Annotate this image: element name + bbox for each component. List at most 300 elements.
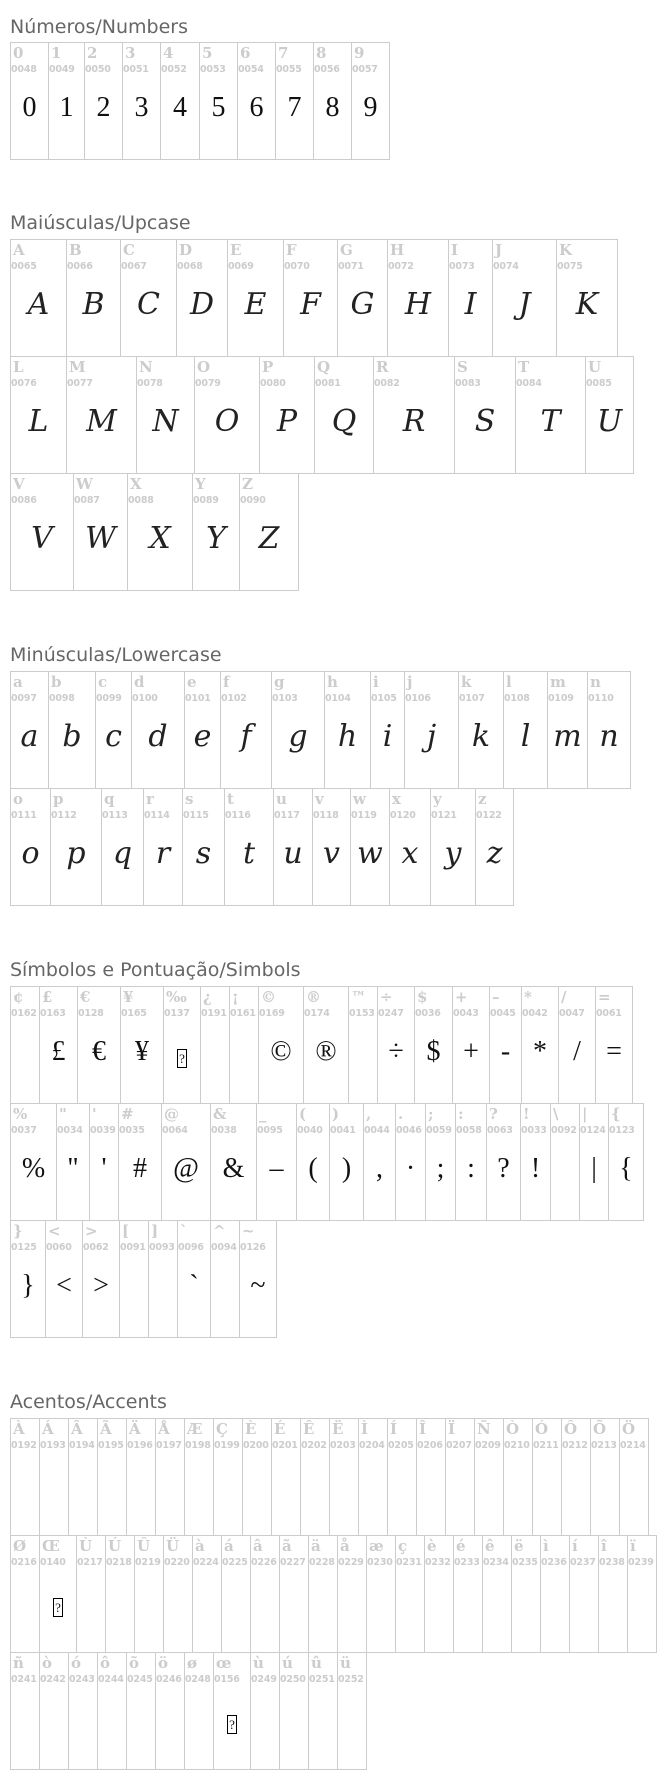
glyph-sample: < <box>56 1270 72 1301</box>
glyph-code: 0195 <box>98 1440 124 1451</box>
glyph-code: 0229 <box>338 1557 364 1568</box>
glyph-code: 0054 <box>238 64 264 75</box>
glyph-label: ~ <box>242 1222 255 1240</box>
glyph-code: 0238 <box>599 1557 625 1568</box>
glyph-label: ò <box>42 1654 53 1672</box>
glyph-cell <box>120 986 163 1104</box>
glyph-sample: f <box>240 719 252 754</box>
glyph-cell <box>120 239 176 357</box>
glyph-label: C <box>123 241 135 259</box>
glyph-sample: b <box>62 719 82 754</box>
glyph-label: } <box>13 1222 23 1240</box>
glyph-label: ù <box>253 1654 264 1672</box>
glyph-code: 0246 <box>156 1674 182 1685</box>
glyph-code: 0197 <box>156 1440 182 1451</box>
glyph-code: 0048 <box>11 64 37 75</box>
glyph-cell <box>105 1535 134 1653</box>
glyph-cell <box>250 1535 279 1653</box>
glyph-code: 0216 <box>11 1557 37 1568</box>
glyph-code: 0105 <box>371 693 397 704</box>
glyph-code: 0204 <box>359 1440 385 1451</box>
glyph-cell <box>387 1418 416 1536</box>
glyph-sample: m <box>553 719 582 754</box>
glyph-sample: g <box>288 719 308 754</box>
glyph-sample: - <box>500 1036 511 1067</box>
glyph-sample: 4 <box>173 92 187 123</box>
glyph-sample: Q <box>331 404 357 439</box>
glyph-label: 4 <box>163 44 174 62</box>
glyph-label: ® <box>306 988 321 1006</box>
glyph-code: 0112 <box>51 810 77 821</box>
glyph-label: ã <box>282 1537 292 1555</box>
glyph-code: 0055 <box>276 64 302 75</box>
glyph-code: 0244 <box>98 1674 124 1685</box>
glyph-cell <box>373 356 454 474</box>
glyph-cell <box>155 1652 184 1770</box>
glyph-label: # <box>121 1105 134 1123</box>
glyph-cell <box>308 1652 337 1770</box>
glyph-sample: T <box>540 404 561 439</box>
glyph-label: " <box>59 1105 67 1123</box>
glyph-cell <box>448 239 492 357</box>
glyph-label: W <box>76 475 93 493</box>
glyph-code: 0196 <box>127 1440 153 1451</box>
glyph-cell <box>119 1220 148 1338</box>
glyph-code: 0250 <box>280 1674 306 1685</box>
glyph-code: 0247 <box>378 1008 404 1019</box>
glyph-code: 0245 <box>127 1674 153 1685</box>
glyph-cell <box>45 1220 82 1338</box>
glyph-label: o <box>13 790 24 808</box>
glyph-label: g <box>274 673 285 691</box>
glyph-sample: i <box>382 719 393 754</box>
glyph-label: ` <box>180 1222 188 1240</box>
glyph-cell <box>454 356 515 474</box>
glyph-label: j <box>407 673 413 691</box>
glyph-cell <box>258 986 303 1104</box>
glyph-label: / <box>561 988 567 1006</box>
glyph-label: m <box>550 673 566 691</box>
glyph-label: & <box>213 1105 227 1123</box>
glyph-sample: 2 <box>96 92 111 123</box>
glyph-code: 0077 <box>67 378 93 389</box>
glyph-cell <box>303 986 348 1104</box>
glyph-cell <box>279 1535 308 1653</box>
glyph-code: 0075 <box>557 261 583 272</box>
glyph-sample: U <box>596 404 623 439</box>
glyph-label: 0 <box>13 44 24 62</box>
glyph-cell <box>126 1418 155 1536</box>
glyph-code: 0095 <box>257 1125 283 1136</box>
glyph-code: 0219 <box>135 1557 161 1568</box>
glyph-cell <box>452 986 489 1104</box>
glyph-code: 0114 <box>144 810 170 821</box>
glyph-code: 0038 <box>211 1125 237 1136</box>
glyph-cell <box>95 671 131 789</box>
glyph-cell <box>296 1103 329 1221</box>
glyph-label: 9 <box>354 44 365 62</box>
glyph-label: U <box>588 358 602 376</box>
glyph-cell <box>627 1535 657 1653</box>
glyph-code: 0193 <box>40 1440 66 1451</box>
glyph-sample: ) <box>341 1153 352 1184</box>
glyph-label: ñ <box>13 1654 24 1672</box>
section-title-symbols: Símbolos e Pontuação/Simbols <box>10 958 301 981</box>
glyph-label: ¢ <box>13 988 24 1006</box>
glyph-cell <box>160 42 199 160</box>
glyph-cell <box>511 1535 540 1653</box>
glyph-code: 0034 <box>57 1125 83 1136</box>
glyph-cell <box>416 1418 445 1536</box>
glyph-code: 0033 <box>521 1125 547 1136</box>
glyph-cell <box>77 986 120 1104</box>
glyph-sample: ÷ <box>388 1036 404 1067</box>
glyph-code: 0078 <box>137 378 163 389</box>
glyph-cell <box>314 356 373 474</box>
glyph-label: r <box>146 790 154 808</box>
glyph-cell <box>395 1535 424 1653</box>
glyph-label: å <box>340 1537 350 1555</box>
glyph-sample: N <box>152 404 179 439</box>
glyph-sample: Z <box>258 521 280 556</box>
glyph-code: 0119 <box>351 810 377 821</box>
glyph-sample: ; <box>436 1153 445 1184</box>
glyph-code: 0037 <box>11 1125 37 1136</box>
glyph-code: 0092 <box>551 1125 577 1136</box>
glyph-code: 0073 <box>449 261 475 272</box>
glyph-sample: v <box>323 836 340 871</box>
glyph-label: ! <box>523 1105 530 1123</box>
glyph-label: Ñ <box>477 1420 491 1438</box>
glyph-sample: ~ <box>250 1270 266 1301</box>
glyph-label: ¿ <box>203 988 212 1006</box>
glyph-cell <box>177 1220 210 1338</box>
glyph-label: é <box>456 1537 466 1555</box>
glyph-label: ( <box>299 1105 307 1123</box>
glyph-code: 0207 <box>446 1440 472 1451</box>
glyph-label: A <box>13 241 25 259</box>
glyph-code: 0125 <box>11 1242 37 1253</box>
glyph-label: + <box>455 988 468 1006</box>
glyph-code: 0090 <box>240 495 266 506</box>
glyph-label: £ <box>42 988 53 1006</box>
glyph-code: 0232 <box>425 1557 451 1568</box>
glyph-code: 0169 <box>259 1008 285 1019</box>
glyph-sample: ! <box>530 1153 541 1184</box>
glyph-code: 0059 <box>426 1125 452 1136</box>
glyph-code: 0192 <box>11 1440 37 1451</box>
glyph-label: õ <box>129 1654 140 1672</box>
glyph-sample: ? <box>497 1153 510 1184</box>
glyph-cell <box>182 788 224 906</box>
glyph-code: 0201 <box>272 1440 298 1451</box>
glyph-label: € <box>80 988 91 1006</box>
glyph-cell <box>279 1652 308 1770</box>
glyph-cell <box>89 1103 118 1221</box>
glyph-label: = <box>598 988 611 1006</box>
glyph-sample: : <box>467 1153 475 1184</box>
glyph-cell <box>134 1535 163 1653</box>
glyph-code: 0233 <box>454 1557 480 1568</box>
glyph-code: 0068 <box>177 261 203 272</box>
glyph-label: O <box>197 358 211 376</box>
glyph-code: 0086 <box>11 495 37 506</box>
glyph-label: í <box>572 1537 578 1555</box>
glyph-cell <box>387 239 448 357</box>
glyph-label: ô <box>100 1654 111 1672</box>
glyph-cell <box>532 1418 561 1536</box>
glyph-code: 0206 <box>417 1440 443 1451</box>
glyph-cell <box>148 1220 177 1338</box>
glyph-cell <box>84 42 122 160</box>
glyph-label: Ï <box>448 1420 456 1438</box>
glyph-sample: { <box>619 1153 633 1184</box>
glyph-code: 0252 <box>338 1674 364 1685</box>
glyph-label: ™ <box>351 988 366 1006</box>
glyph-code: 0052 <box>161 64 187 75</box>
glyph-label: Ç <box>216 1420 228 1438</box>
glyph-cell <box>10 1220 45 1338</box>
glyph-label: . <box>398 1105 404 1123</box>
glyph-cell <box>97 1652 126 1770</box>
glyph-cell <box>366 1535 395 1653</box>
glyph-code: 0081 <box>315 378 341 389</box>
glyph-cell <box>118 1103 161 1221</box>
glyph-cell <box>377 986 414 1104</box>
glyph-label: z <box>478 790 487 808</box>
glyph-label: N <box>139 358 153 376</box>
glyph-cell <box>68 1418 97 1536</box>
glyph-code: 0042 <box>522 1008 548 1019</box>
glyph-cell <box>192 1535 221 1653</box>
glyph-sample: t <box>242 836 256 871</box>
glyph-sample: x <box>401 836 419 871</box>
glyph-code: 0084 <box>516 378 542 389</box>
glyph-cell <box>227 239 283 357</box>
glyph-cell <box>10 42 48 160</box>
glyph-code: 0072 <box>388 261 414 272</box>
glyph-label: ë <box>514 1537 524 1555</box>
glyph-code: 0089 <box>193 495 219 506</box>
glyph-code: 0239 <box>628 1557 654 1568</box>
glyph-label: 6 <box>240 44 251 62</box>
glyph-cell <box>184 1652 213 1770</box>
glyph-code: 0067 <box>121 261 147 272</box>
glyph-label: @ <box>164 1105 179 1123</box>
glyph-code: 0106 <box>405 693 431 704</box>
glyph-sample: F <box>300 287 321 322</box>
glyph-code: 0230 <box>367 1557 393 1568</box>
glyph-code: 0237 <box>570 1557 596 1568</box>
glyph-label: Ä <box>129 1420 141 1438</box>
glyph-code: 0126 <box>240 1242 266 1253</box>
glyph-code: 0211 <box>533 1440 559 1451</box>
glyph-sample: Y <box>206 521 226 556</box>
glyph-sample: s <box>195 836 212 871</box>
glyph-cell <box>608 1103 644 1221</box>
glyph-cell <box>515 356 585 474</box>
glyph-cell <box>453 1535 482 1653</box>
glyph-sample: > <box>93 1270 109 1301</box>
glyph-cell <box>521 986 558 1104</box>
glyph-sample: } <box>21 1270 35 1301</box>
glyph-label: * <box>524 988 532 1006</box>
glyph-code: 0107 <box>459 693 485 704</box>
glyph-label: J <box>495 241 503 259</box>
glyph-label: a <box>13 673 23 691</box>
glyph-code: 0191 <box>201 1008 227 1019</box>
glyph-sample: * <box>533 1036 547 1067</box>
glyph-sample: p <box>66 836 86 871</box>
glyph-sample: / <box>573 1036 581 1067</box>
glyph-code: 0209 <box>475 1440 501 1451</box>
glyph-cell <box>56 1103 89 1221</box>
glyph-cell <box>82 1220 119 1338</box>
glyph-code: 0111 <box>11 810 37 821</box>
glyph-sample: q <box>112 836 133 871</box>
glyph-cell <box>313 42 351 160</box>
glyph-cell <box>10 473 73 591</box>
glyph-label: p <box>53 790 64 808</box>
glyph-label: < <box>48 1222 61 1240</box>
glyph-label: à <box>195 1537 205 1555</box>
glyph-code: 0083 <box>455 378 481 389</box>
glyph-label: i <box>373 673 379 691</box>
glyph-sample: 5 <box>211 92 226 123</box>
glyph-sample: O <box>214 404 240 439</box>
glyph-code: 0051 <box>123 64 149 75</box>
glyph-code: 0060 <box>46 1242 72 1253</box>
glyph-label: ¥ <box>123 988 134 1006</box>
glyph-cell <box>271 1418 300 1536</box>
glyph-code: 0128 <box>78 1008 104 1019</box>
glyph-cell <box>126 1652 155 1770</box>
glyph-code: 0121 <box>431 810 457 821</box>
glyph-cell <box>337 1535 366 1653</box>
glyph-code: 0097 <box>11 693 37 704</box>
glyph-sample: L <box>28 404 49 439</box>
glyph-code: 0049 <box>49 64 75 75</box>
glyph-code: 0076 <box>11 378 37 389</box>
glyph-label: k <box>461 673 472 691</box>
glyph-code: 0057 <box>352 64 378 75</box>
glyph-cell <box>259 356 314 474</box>
glyph-sample: y <box>444 836 462 871</box>
glyph-sample: J <box>518 287 531 322</box>
glyph-code: 0108 <box>504 693 530 704</box>
glyph-label: H <box>390 241 405 259</box>
glyph-label: Ê <box>303 1420 315 1438</box>
glyph-label: ì <box>543 1537 549 1555</box>
glyph-sample: 3 <box>134 92 149 123</box>
glyph-label: % <box>13 1105 28 1123</box>
glyph-sample: r <box>155 836 171 871</box>
glyph-cell <box>10 671 48 789</box>
glyph-cell <box>351 42 390 160</box>
glyph-label: Å <box>158 1420 170 1438</box>
section-title-lowercase: Minúsculas/Lowercase <box>10 643 222 666</box>
glyph-code: 0162 <box>11 1008 37 1019</box>
glyph-cell <box>558 986 595 1104</box>
glyph-label: q <box>104 790 115 808</box>
glyph-cell <box>10 1418 39 1536</box>
glyph-code: 0036 <box>415 1008 441 1019</box>
missing-glyph-icon: ? <box>55 1600 61 1615</box>
glyph-label: M <box>69 358 86 376</box>
glyph-code: 0035 <box>119 1125 145 1136</box>
glyph-code: 0115 <box>183 810 209 821</box>
glyph-sample: % <box>21 1153 46 1184</box>
glyph-code: 0063 <box>487 1125 513 1136</box>
glyph-cell <box>10 1535 39 1653</box>
glyph-sample: ( <box>308 1153 318 1184</box>
glyph-label: u <box>276 790 287 808</box>
glyph-code: 0249 <box>251 1674 277 1685</box>
glyph-code: 0085 <box>586 378 612 389</box>
glyph-label: Î <box>419 1420 427 1438</box>
glyph-code: 0212 <box>562 1440 588 1451</box>
glyph-code: 0225 <box>222 1557 248 1568</box>
glyph-code: 0101 <box>185 693 211 704</box>
glyph-cell <box>66 356 136 474</box>
glyph-label: v <box>315 790 324 808</box>
glyph-code: 0202 <box>301 1440 327 1451</box>
glyph-label: Ø <box>13 1537 27 1555</box>
glyph-label: , <box>366 1105 372 1123</box>
glyph-code: 0156 <box>214 1674 240 1685</box>
glyph-cell <box>547 671 587 789</box>
glyph-code: 0094 <box>211 1242 237 1253</box>
glyph-sample: B <box>82 287 105 322</box>
glyph-cell <box>192 473 239 591</box>
glyph-cell <box>486 1103 520 1221</box>
glyph-cell <box>10 986 39 1104</box>
glyph-sample: ' <box>101 1153 107 1184</box>
glyph-code: 0214 <box>620 1440 646 1451</box>
missing-glyph-icon: ? <box>179 1051 185 1066</box>
glyph-code: 0040 <box>297 1125 323 1136</box>
glyph-label: F <box>286 241 297 259</box>
glyph-sample: w <box>357 836 383 871</box>
glyph-cell <box>540 1535 569 1653</box>
glyph-cell <box>350 788 389 906</box>
glyph-label: ä <box>311 1537 321 1555</box>
glyph-sample: l <box>520 719 531 754</box>
glyph-cell <box>122 42 160 160</box>
glyph-cell <box>213 1652 250 1770</box>
glyph-label: æ <box>369 1537 384 1555</box>
glyph-label: L <box>13 358 24 376</box>
glyph-label: Ò <box>506 1420 520 1438</box>
glyph-sample: k <box>471 719 491 754</box>
section-title-accents: Acentos/Accents <box>10 1390 167 1413</box>
glyph-code: 0065 <box>11 261 37 272</box>
glyph-code: 0231 <box>396 1557 422 1568</box>
glyph-code: 0226 <box>251 1557 277 1568</box>
glyph-cell <box>184 671 220 789</box>
glyph-code: 0241 <box>11 1674 37 1685</box>
glyph-sample: W <box>85 521 116 556</box>
glyph-label: Ã <box>100 1420 112 1438</box>
glyph-code: 0109 <box>548 693 574 704</box>
glyph-cell <box>213 1418 242 1536</box>
glyph-cell <box>256 1103 296 1221</box>
glyph-code: 0210 <box>504 1440 530 1451</box>
glyph-label: ) <box>332 1105 340 1123</box>
glyph-cell <box>300 1418 329 1536</box>
glyph-sample: D <box>189 287 215 322</box>
glyph-label: ø <box>187 1654 198 1672</box>
